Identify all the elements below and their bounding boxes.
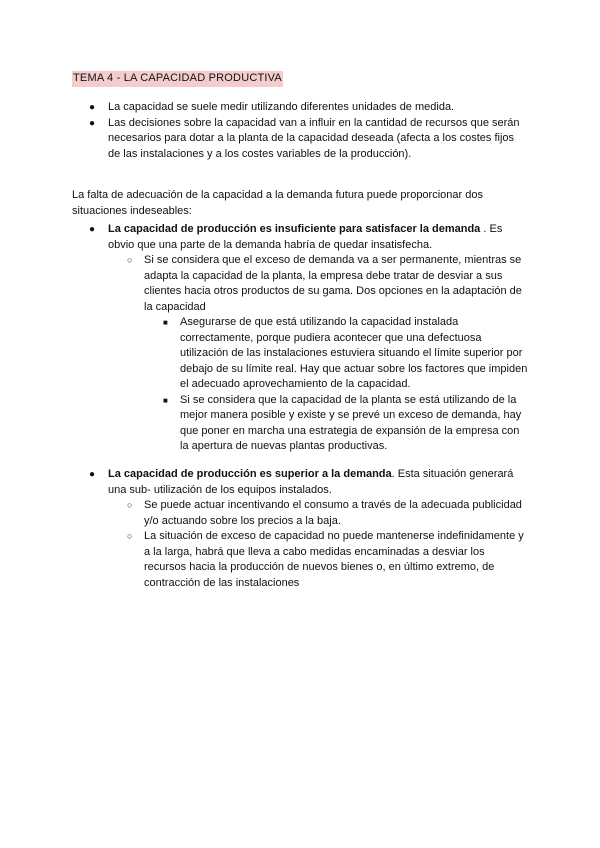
square-marker: ■ xyxy=(163,395,168,405)
bullet-marker: ● xyxy=(89,117,96,129)
situation1-section xyxy=(72,222,528,455)
list-item xyxy=(72,253,528,315)
situation2-sublist xyxy=(72,498,528,591)
list-item xyxy=(72,467,528,498)
list-item xyxy=(72,100,528,116)
intro-section xyxy=(72,100,528,162)
circle-marker: ○ xyxy=(127,531,133,541)
bullet-text: Las decisiones sobre la capacidad van a influir en la cantidad de recursos que serán necesarios para dotar a la planta de la capacidad deseada (afecta a los costes fijos de las instalaciones y a los costes variables de la producción). xyxy=(108,116,520,160)
intro-bullet-list xyxy=(72,100,528,162)
sub-bullet-text: Se puede actuar incentivando el consumo a través de la adecuada publicidad y/o actuando sobre los precios a la baja. xyxy=(144,499,522,527)
list-item xyxy=(72,529,528,591)
sub-bullet-text: Si se considera que el exceso de demanda va a ser permanente, mientras se adapta la capacidad de la planta, la empresa debe tratar de desviar a sus clientes hacia otros productos de su gama. Dos opciones en la adaptación de la capacidad xyxy=(144,254,522,313)
situation1-text: . Es obvio que una parte de la demanda habría de quedar insatisfecha. xyxy=(108,223,503,251)
list-item xyxy=(72,393,528,455)
list-item xyxy=(72,498,528,529)
sub-bullet-text: La situación de exceso de capacidad no puede mantenerse indefinidamente y a la larga, habrá que lleva a cabo medidas encaminadas a desviar los recursos hacia la producción de nuevos bienes o, en último extremo, de contracción de las instalaciones xyxy=(144,530,524,589)
situation2-section xyxy=(72,467,528,591)
list-item xyxy=(72,315,528,393)
situation2-heading: La capacidad de producción es superior a la demanda xyxy=(108,468,392,480)
list-item xyxy=(72,116,528,163)
bullet-marker: ● xyxy=(89,102,96,113)
body-paragraph: La falta de adecuación de la capacidad a la demanda futura puede proporcionar dos situaciones indeseables: xyxy=(72,189,483,217)
circle-marker: ○ xyxy=(127,500,133,510)
page-title: TEMA 4 - LA CAPACIDAD PRODUCTIVA xyxy=(72,71,283,87)
options-list xyxy=(72,315,528,455)
situation1-heading: La capacidad de producción es insuficiente para satisfacer la demanda xyxy=(108,223,481,235)
bullet-text: La capacidad se suele medir utilizando diferentes unidades de medida. xyxy=(108,101,455,113)
option-text: Asegurarse de que está utilizando la capacidad instalada correctamente, porque pudiera acontecer que una defectuosa utilización de las instalaciones estuviera situando el límite superior por debajo de su límite real. Hay que actuar sobre los factores que impiden el adecuado aprovechamiento de la capacidad. xyxy=(180,316,528,390)
situation1-sublist xyxy=(72,253,528,315)
bullet-marker: ● xyxy=(89,224,96,235)
circle-marker: ○ xyxy=(127,255,133,265)
list-item xyxy=(72,222,528,253)
option-text: Si se considera que la capacidad de la planta se está utilizando de la mejor manera posible y existe y se prevé un exceso de demanda, hay que poner en marcha una estrategia de expansión de la empresa con la apertura de nuevas plantas productivas. xyxy=(180,393,522,452)
situation2-list xyxy=(72,467,528,498)
paragraph-section xyxy=(72,188,528,219)
bullet-marker: ● xyxy=(89,469,96,480)
square-marker: ■ xyxy=(163,318,168,327)
situation2-text: . Esta situación generará una sub- utilización de los equipos instalados. xyxy=(108,468,514,496)
situation1-list xyxy=(72,222,528,253)
